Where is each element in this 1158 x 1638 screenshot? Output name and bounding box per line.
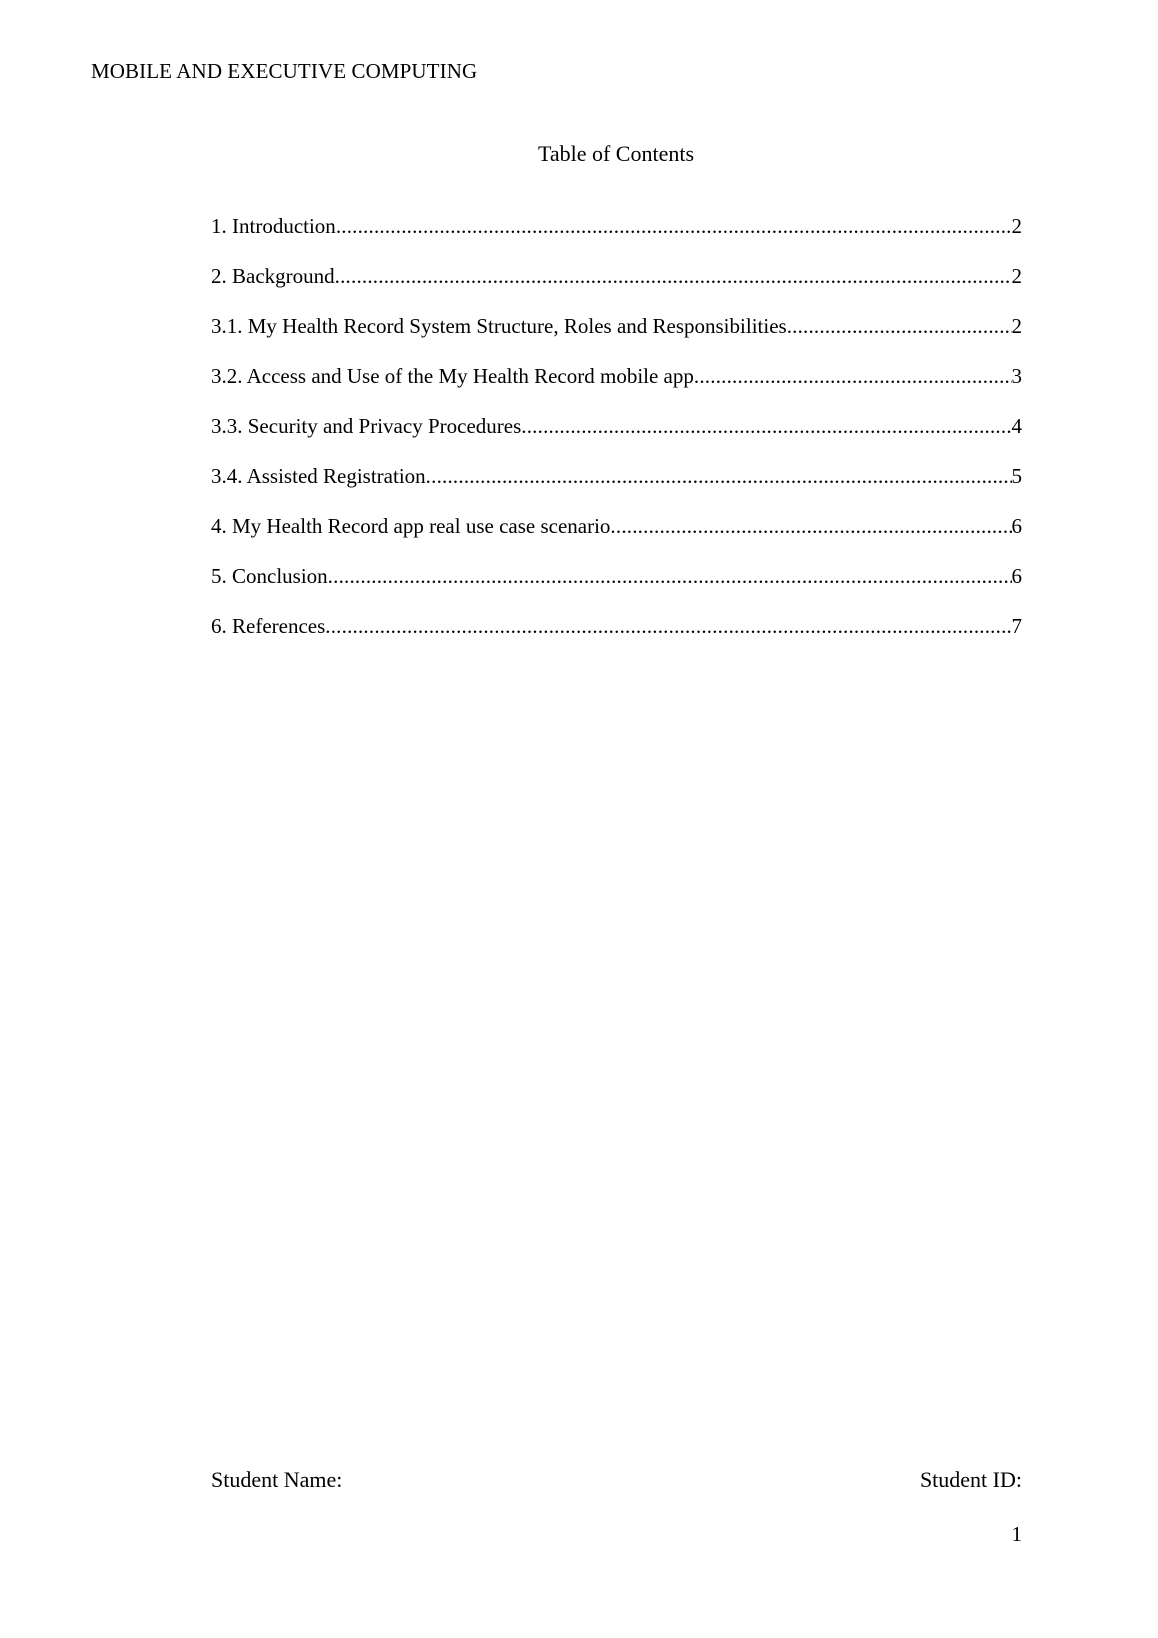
toc-entry-label: 3.3. Security and Privacy Procedures xyxy=(211,414,522,438)
toc-entry-use-case-scenario[interactable] xyxy=(211,513,1022,563)
toc-entry-system-structure[interactable] xyxy=(211,313,1022,363)
toc-page-number: 5 xyxy=(1011,464,1022,488)
table-of-contents xyxy=(211,213,1022,663)
page-number: 1 xyxy=(1011,1522,1022,1546)
toc-page-number: 2 xyxy=(1011,314,1022,338)
toc-entry-background[interactable] xyxy=(211,263,1022,313)
toc-entry-access-and-use[interactable] xyxy=(211,363,1022,413)
student-id-label: Student ID: xyxy=(919,1467,1022,1492)
toc-page-number: 4 xyxy=(1011,414,1022,438)
toc-page-number: 2 xyxy=(1011,264,1022,288)
toc-entry-label: 4. My Health Record app real use case scenario xyxy=(211,514,611,538)
toc-page-number: 6 xyxy=(1011,514,1022,538)
toc-entry-references[interactable] xyxy=(211,613,1022,663)
toc-entry-label: 1. Introduction xyxy=(211,214,336,238)
toc-entry-assisted-registration[interactable] xyxy=(211,463,1022,513)
toc-page-number: 2 xyxy=(1011,214,1022,238)
toc-page-number: 7 xyxy=(1011,614,1022,638)
toc-dot-leader xyxy=(521,413,1011,439)
toc-dot-leader xyxy=(328,563,1012,589)
toc-page-number: 3 xyxy=(1011,364,1022,388)
toc-title: Table of Contents xyxy=(537,141,695,166)
toc-entry-label: 3.4. Assisted Registration xyxy=(211,464,426,488)
toc-entry-security-privacy[interactable] xyxy=(211,413,1022,463)
toc-entry-conclusion[interactable] xyxy=(211,563,1022,613)
toc-dot-leader xyxy=(694,363,1012,389)
toc-entry-label: 5. Conclusion xyxy=(211,564,328,588)
toc-dot-leader xyxy=(336,213,1012,239)
toc-entry-label: 3.2. Access and Use of the My Health Record mobile app xyxy=(211,364,694,388)
toc-dot-leader xyxy=(325,613,1011,639)
toc-dot-leader xyxy=(610,513,1011,539)
toc-dot-leader xyxy=(426,463,1012,489)
toc-entry-introduction[interactable] xyxy=(211,213,1022,263)
toc-entry-label: 2. Background xyxy=(211,264,335,288)
student-name-label: Student Name: xyxy=(211,1467,343,1492)
running-header: MOBILE AND EXECUTIVE COMPUTING xyxy=(91,59,478,83)
toc-dot-leader xyxy=(335,263,1012,289)
toc-entry-label: 3.1. My Health Record System Structure, Roles and Responsibilities xyxy=(211,314,787,338)
toc-page-number: 6 xyxy=(1011,564,1022,588)
toc-dot-leader xyxy=(787,313,1012,339)
toc-entry-label: 6. References xyxy=(211,614,326,638)
